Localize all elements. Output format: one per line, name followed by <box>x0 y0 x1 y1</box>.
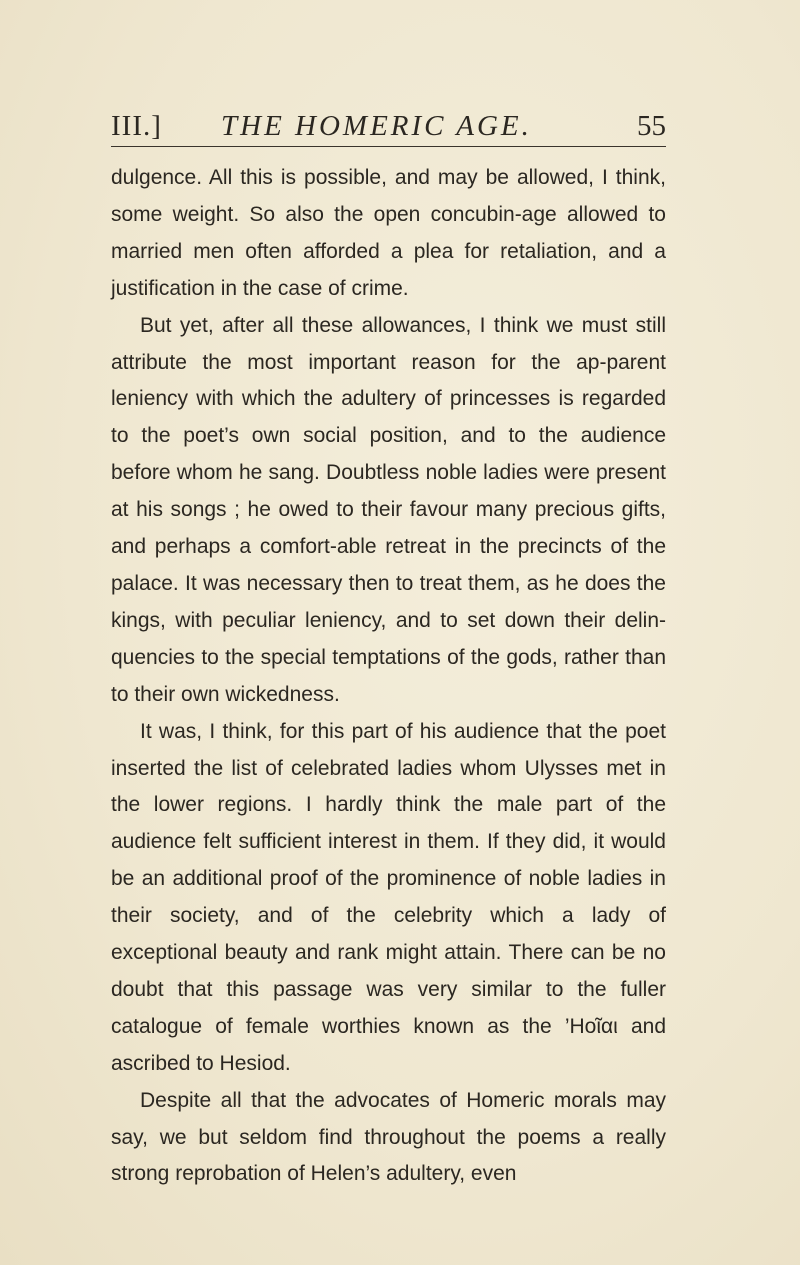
body-text <box>111 160 666 1193</box>
chapter-number: III.] <box>111 110 162 142</box>
running-title: THE HOMERIC AGE. <box>221 110 532 142</box>
paragraph: But yet, after all these allowances, I think we must still attribute the most important reason for the ap-parent leniency with which the adultery of princesses is regarded to the poet’s own social position, and to the audience before whom he sang. Doubtless noble ladies were present at his songs ; he owed to their favour many precious gifts, and perhaps a comfort-able retreat in the precincts of the palace. It was necessary then to treat them, as he does the kings, with peculiar leniency, and to set down their delin-quencies to the special temptations of the gods, rather than to their own wickedness. <box>111 313 666 706</box>
page-number: 55 <box>637 110 666 142</box>
paragraph-continued: dulgence. All this is possible, and may be allowed, I think, some weight. So also the open concubin-age allowed to married men often afforded a plea for retaliation, and a justification in the case of crime. <box>111 166 666 300</box>
running-head <box>111 106 666 147</box>
paragraph: Despite all that the advocates of Homeric morals may say, we but seldom find throughout the poems a really strong reprobation of Helen’s adultery, even <box>111 1088 666 1186</box>
paragraph: It was, I think, for this part of his audience that the poet inserted the list of celebrated ladies whom Ulysses met in the lower regions. I hardly think the male part of the audience felt sufficient interest in them. If they did, it would be an additional proof of the prominence of noble ladies in their society, and of the celebrity which a lady of exceptional beauty and rank might attain. There can be no doubt that this passage was very similar to the fuller catalogue of female worthies known as the ’Ηοῖαι and ascribed to Hesiod. <box>111 719 666 1075</box>
